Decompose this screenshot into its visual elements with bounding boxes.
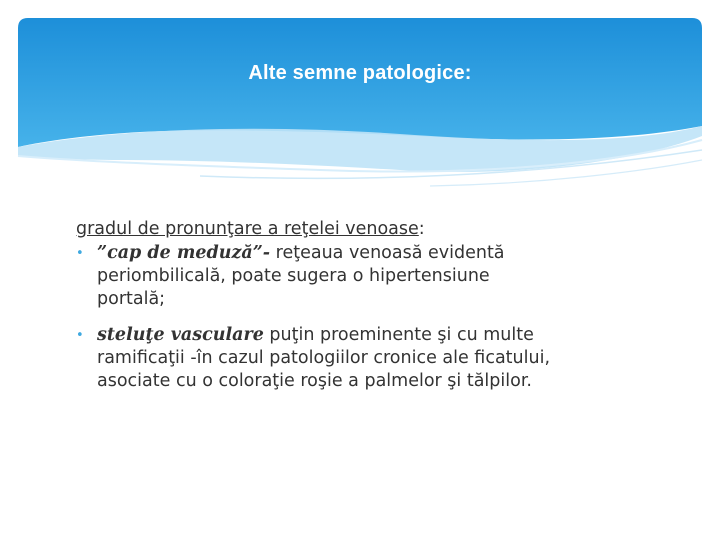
slide-title: Alte semne patologice: <box>248 62 472 84</box>
bullet-line-3: asociate cu o coloraţie roşie a palmelor şi tălpilor. <box>97 371 532 391</box>
bullet-text <box>97 324 676 393</box>
header-banner <box>0 0 720 200</box>
lead-colon: : <box>418 219 425 239</box>
bullet-line-2: periombilicală, poate sugera o hipertensiune <box>97 266 490 286</box>
bullet-emphasis: steluţe vasculare <box>97 325 264 345</box>
bullet-item <box>76 242 676 311</box>
bullet-icon: • <box>76 246 84 261</box>
bullet-icon: • <box>76 328 84 343</box>
bullet-line-1: puţin proeminente şi cu multe <box>263 325 534 345</box>
bullet-line-2: ramificaţii -în cazul patologiilor cronice ale ficatului, <box>97 348 551 368</box>
bullet-emphasis: ”cap de meduză”- <box>97 243 271 263</box>
slide-body <box>76 218 676 393</box>
lead-text: gradul de pronunţare a reţelei venoase <box>76 219 419 239</box>
bullet-item <box>76 324 676 393</box>
bullet-line-1: reţeaua venoasă evidentă <box>270 243 505 263</box>
bullet-line-3: portală; <box>97 289 166 309</box>
bullet-text <box>97 242 676 311</box>
lead-line <box>76 218 676 241</box>
